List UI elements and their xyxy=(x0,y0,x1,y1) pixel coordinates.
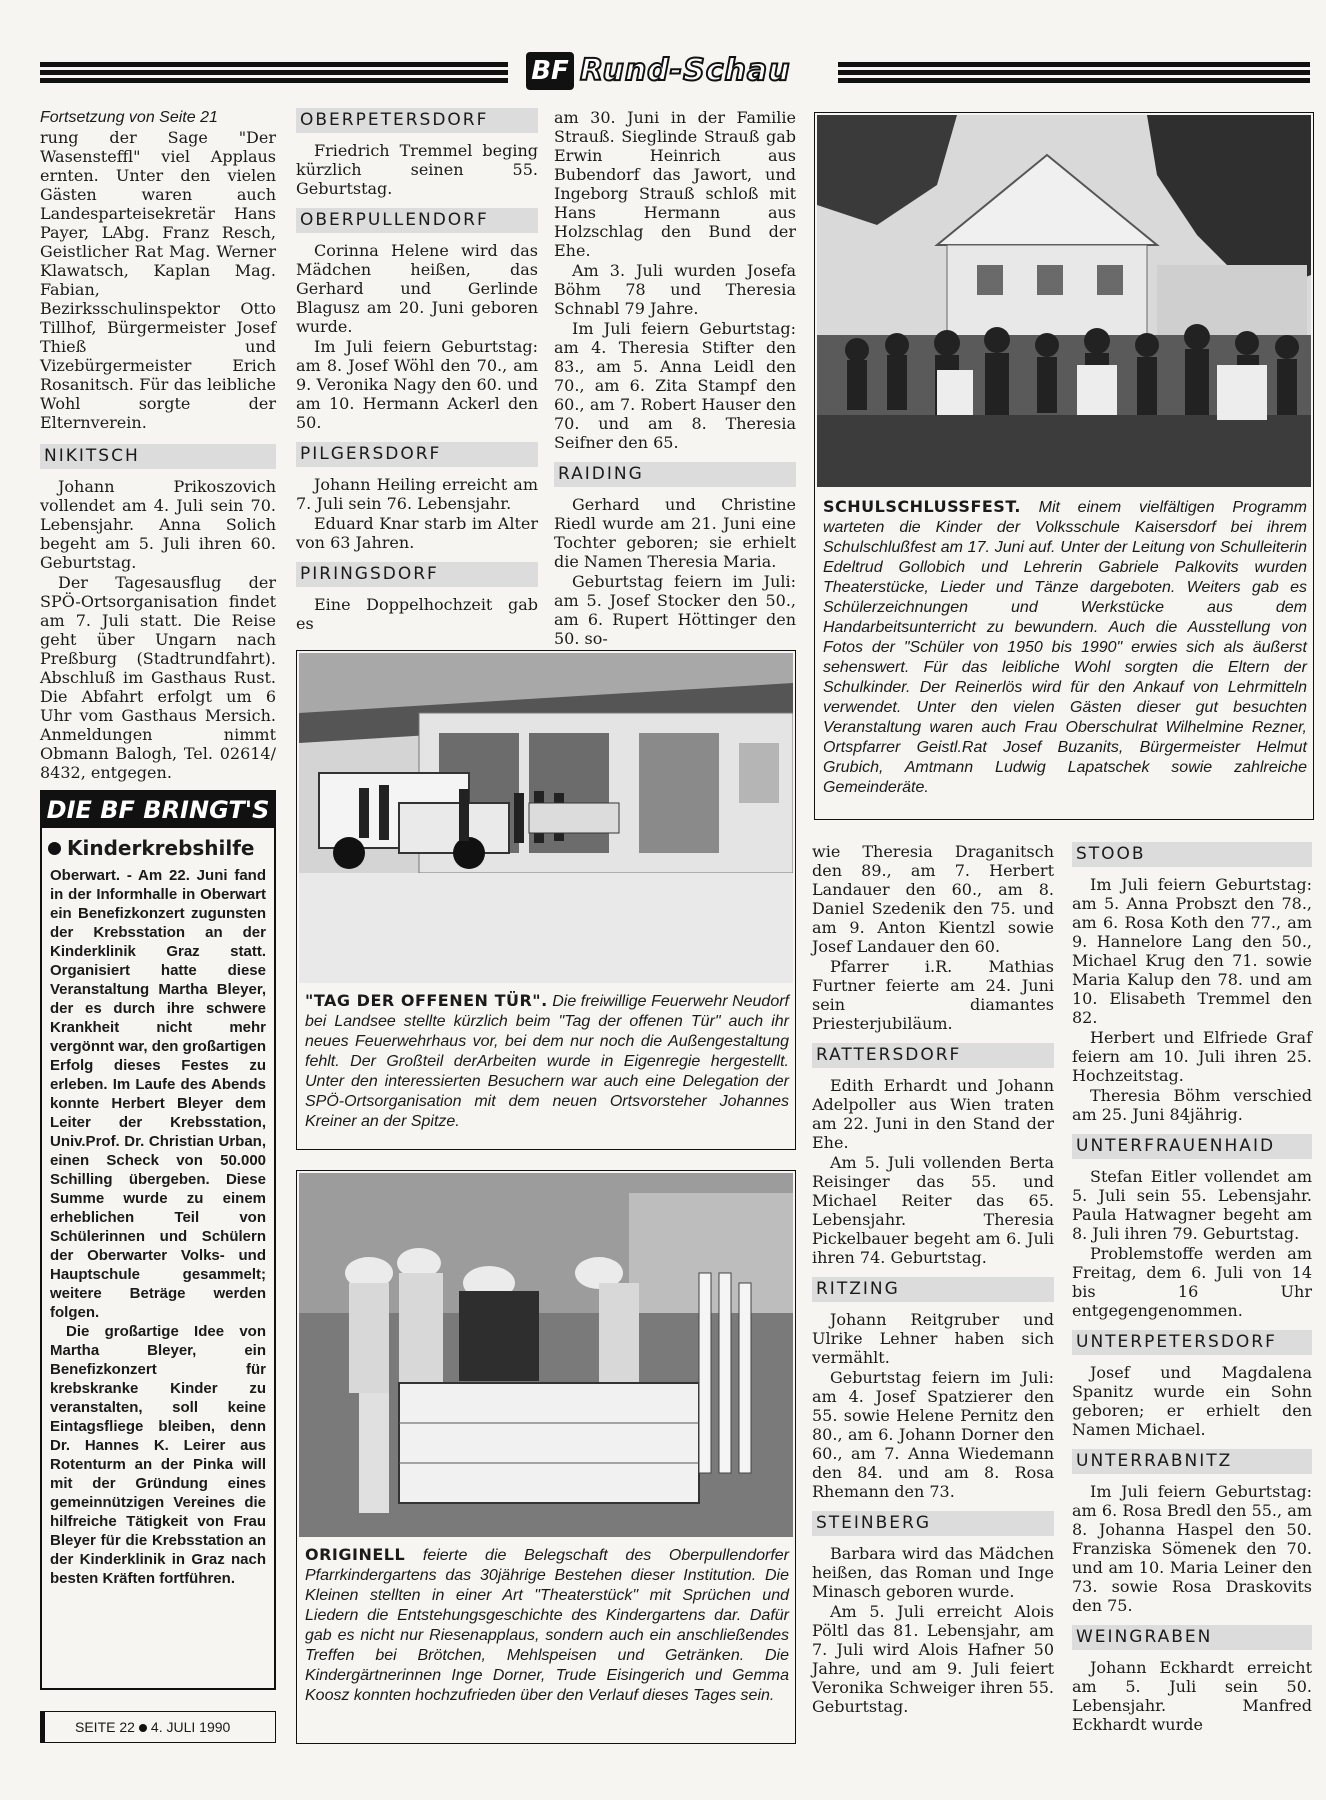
bullet-icon xyxy=(48,842,61,855)
article-text: Geburtstag feiern im Juli: am 4. Josef Spatzierer den 55. sowie Helene Pernitz den 80., am 6. Johann Dorner den 60., am 7. Anna Wiedemann den 84. und am 8. Rosa Rhemann den 73. xyxy=(812,1368,1054,1501)
article-text: Eine Doppelhochzeit gab es xyxy=(296,595,538,633)
section-title: Rund-Schau xyxy=(580,53,791,88)
issue-date: 4. JULI 1990 xyxy=(150,1719,231,1735)
kindergarten-photo xyxy=(299,1173,793,1537)
article-text: Johann Heiling erreicht am 7. Juli sein 76. Lebensjahr. xyxy=(296,475,538,513)
column-1 xyxy=(40,108,276,783)
column-5 xyxy=(1072,842,1312,1735)
column-2 xyxy=(296,108,538,634)
article-text: Im Juli feiern Geburtstag: am 5. Anna Probszt den 78., am 6. Rosa Koth den 77., am 9. Hannelore Lang den 50., Michael Krug den 71. sowie Maria Kalup den 78. und am 10. Elisabeth Tremmel den 82. xyxy=(1072,875,1312,1027)
article-text: Johann Prikoszovich vollendet am 4. Juli sein 70. Lebensjahr. Anna Solich begeht am 5. Juli ihren 60. Geburtstag. xyxy=(40,477,276,572)
masthead-rule-right xyxy=(838,62,1310,84)
article-text: Eduard Knar starb im Alter von 63 Jahren. xyxy=(296,514,538,552)
heading-unterrabnitz: UNTERRABNITZ xyxy=(1072,1449,1312,1474)
caption-lead: SCHULSCHLUSSFEST. xyxy=(823,497,1021,516)
heading-rattersdorf: RATTERSDORF xyxy=(812,1043,1054,1068)
heading-piringsdorf: PIRINGSDORF xyxy=(296,562,538,587)
article-text: Im Juli feiern Geburtstag: am 8. Josef Wöhl den 70., am 9. Veronika Nagy den 60. und am 10. Hermann Ackerl den 50. xyxy=(296,337,538,432)
bf-logo: BF xyxy=(526,52,574,90)
article-text: Pfarrer i.R. Mathias Furtner feierte am 24. Juni sein diamantes Priesterjubiläum. xyxy=(812,957,1054,1033)
heading-steinberg: STEINBERG xyxy=(812,1511,1054,1536)
article-text: Friedrich Tremmel beging kürzlich seinen 55. Geburtstag. xyxy=(296,141,538,198)
article-text: Der Tagesausflug der SPÖ-Ortsorganisation findet am 7. Juli statt. Die Reise geht über Ungarn nach Preßburg (Stadtrundfahrt). Abschluß im Gasthaus Rust. Die Abfahrt erfolgt um 6 Uhr vom Gasthaus Mersich. Anmeldungen nimmt Obmann Balogh, Tel. 02614/ 8432, entgegen. xyxy=(40,573,276,782)
article-text: rung der Sage "Der Wasensteffl" viel Applaus ernten. Unter den vielen Gästen waren auch Landesparteisekretär Hans Payer, LAbg. Franz Resch, Geistlicher Rat Mag. Werner Klawatsch, Kaplan Mag. Fabian, Bezirksschulinspektor Otto Tillhof, Bürgermeister Josef Thieß und Vizebürgermeister Erich Rosanitsch. Für das leibliche Wohl sorgte der Elternverein. xyxy=(40,128,276,432)
heading-oberpetersdorf: OBERPETERSDORF xyxy=(296,108,538,133)
heading-ritzing: RITZING xyxy=(812,1277,1054,1302)
bf-bringts-banner: DIE BF BRINGT'S xyxy=(42,792,274,828)
article-text: Im Juli feiern Geburtstag: am 4. Theresia Stifter den 83., am 5. Anna Leidl den 70., am 6. Zita Stampf den 60., am 7. Robert Hauser den 70. und am 8. Theresia Seifner den 65. xyxy=(554,319,796,452)
heading-weingraben: WEINGRABEN xyxy=(1072,1625,1312,1650)
article-text: Stefan Eitler vollendet am 5. Juli sein 55. Lebensjahr. Paula Hatwagner begeht am 8. Juli ihren 79. Geburtstag. xyxy=(1072,1167,1312,1243)
masthead-rule-left xyxy=(40,62,508,84)
kindergarten-photo-box xyxy=(296,1170,796,1744)
page-footer xyxy=(40,1711,276,1743)
heading-nikitsch: NIKITSCH xyxy=(40,444,276,469)
masthead xyxy=(40,52,1310,102)
article-text: Am 3. Juli wurden Josefa Böhm 78 und Theresia Schnabl 79 Jahre. xyxy=(554,261,796,318)
heading-pilgersdorf: PILGERSDORF xyxy=(296,442,538,467)
article-text: Herbert und Elfriede Graf feiern am 10. Juli ihren 25. Hochzeitstag. xyxy=(1072,1028,1312,1085)
article-text: am 30. Juni in der Familie Strauß. Sieglinde Strauß gab Erwin Heinrich aus Bubendorf das Jawort, und Ingeborg Strauß schloß mit Hans Hermann aus Holzschlag den Bund der Ehe. xyxy=(554,108,796,260)
article-text: Am 5. Juli vollenden Berta Reisinger das 55. und Michael Reiter das 65. Lebensjahr. Theresia Pickelbauer begeht am 6. Juli ihren 74. Geburtstag. xyxy=(812,1153,1054,1267)
bf-bringts-box xyxy=(40,790,276,1690)
heading-raiding: RAIDING xyxy=(554,462,796,487)
school-photo-caption: SCHULSCHLUSSFEST. Mit einem vielfältigen Programm warteten die Kinder der Volksschule Kaisersdorf bei ihrem Schulschlußfest am 17. Juni auf. Unter der Leitung von Schulleiterin Edeltrud Gollobich und Lehrerin Gabriele Palkovits wurden Theaterstücke, Lieder und Tänze dargeboten. Weiters gab es Schülerzeichnungen und Werkstücke aus dem Handarbeitsunterricht zu bewundern. Auch die Ausstellung von Fotos der "Schüler von 1950 bis 1990" erwies sich als äußerst sehenswert. Für das leibliche Wohl sorgten die Eltern der Schulkinder. Der Reinerlös wird für den Ankauf von Lehrmitteln verwendet. Unter den vielen Gästen dieser gut besuchten Veranstaltung waren auch Frau Oberschulrat Wilhelmine Rezner, Ortspfarrer Geistl.Rat Josef Buzanits, Bürgermeister Helmut Grubich, Amtmann Ludwig Lapatschek sowie zahlreiche Gemeinderäte. xyxy=(823,497,1307,796)
heading-unterpetersdorf: UNTERPETERSDORF xyxy=(1072,1330,1312,1355)
article-text: Edith Erhardt und Johann Adelpoller aus Wien traten am 22. Juni in den Stand der Ehe. xyxy=(812,1076,1054,1152)
fire-brigade-photo-image xyxy=(299,653,793,983)
article-text: Barbara wird das Mädchen heißen, das Roman und Inge Minasch geboren wurde. xyxy=(812,1544,1054,1601)
school-photo-box xyxy=(814,112,1314,820)
heading-unterfrauenhaid: UNTERFRAUENHAID xyxy=(1072,1134,1312,1159)
column-4 xyxy=(812,842,1054,1717)
kindergarten-photo-image xyxy=(299,1173,793,1537)
heading-stoob: STOOB xyxy=(1072,842,1312,867)
fire-brigade-photo-box xyxy=(296,650,796,1150)
column-3 xyxy=(554,108,796,649)
article-text: Corinna Helene wird das Mädchen heißen, das Gerhard und Gerlinde Blagusz am 20. Juni geboren wurde. xyxy=(296,241,538,336)
school-photo xyxy=(817,115,1311,487)
fire-brigade-photo xyxy=(299,653,793,983)
school-photo-image xyxy=(817,115,1311,487)
bullet-icon xyxy=(139,1724,147,1732)
article-text: Problemstoffe werden am Freitag, dem 6. Juli von 14 bis 16 Uhr entgegengenommen. xyxy=(1072,1244,1312,1320)
continued-note: Fortsetzung von Seite 21 xyxy=(40,109,218,126)
box-body xyxy=(42,866,274,1588)
article-text: wie Theresia Draganitsch den 89., am 7. Herbert Landauer den 60., am 8. Daniel Szedenik den 75. und am 9. Anton Kientzl sowie Josef Landauer den 60. xyxy=(812,842,1054,956)
box-title: Kinderkrebshilfe xyxy=(48,836,268,860)
article-text: Josef und Magdalena Spanitz wurde ein Sohn geboren; er erhielt den Namen Michael. xyxy=(1072,1363,1312,1439)
article-text: Im Juli feiern Geburtstag: am 6. Rosa Bredl den 55., am 8. Johanna Haspel den 50. Franziska Sömenek den 70. und am 10. Maria Leiner den 73. sowie Rosa Draskovits den 75. xyxy=(1072,1482,1312,1615)
box-text: Oberwart. - Am 22. Juni fand in der Informhalle in Oberwart ein Benefizkonzert zugunsten der Krebsstation an der Kinderklinik Graz statt. Organisiert hatte diese Veranstaltung Martha Bleyer, der es durch ihre schwere Krankheit nicht mehr vergönnt war, den großartigen Erfolg dieses Festes zu erleben. Im Laufe des Abends konnte Herbert Bleyer dem Leiter der Krebsstation, Univ.Prof. Dr. Christian Urban, einen Scheck von 50.000 Schilling übergeben. Diese Summe wurde zu einem erheblichen Teil von Schülerinnen und Schülern der Oberwarter Volks- und Hauptschule gesammelt; weitere Beträge werden folgen. xyxy=(50,867,266,1321)
page-number: SEITE 22 xyxy=(75,1719,135,1735)
caption-lead: "TAG DER OFFENEN TÜR". xyxy=(305,991,548,1010)
caption-lead: ORIGINELL xyxy=(305,1545,406,1564)
article-text: Geburtstag feiern im Juli: am 5. Josef Stocker den 50., am 6. Rupert Höttinger den 50. so- xyxy=(554,572,796,648)
article-text: Johann Eckhardt erreicht am 5. Juli sein 50. Lebensjahr. Manfred Eckhardt wurde xyxy=(1072,1658,1312,1734)
article-text: Theresia Böhm verschied am 25. Juni 84jährig. xyxy=(1072,1086,1312,1124)
kindergarten-caption: ORIGINELL feierte die Belegschaft des Oberpullendorfer Pfarrkindergartens das 30jährige Bestehen dieser Institution. Die Kleinen stellten in einer Art "Theaterstück" mit Sprüchen und Liedern die Entstehungsgeschichte des Kindergartens dar. Dafür gab es nicht nur Riesenapplaus, sondern auch ein anschließendes Treffen bei Brötchen, Mehlspeisen und Getränken. Die Kindergärtnerinnen Inge Dorner, Trude Eisingerich und Gemma Koosz konnten hochzufrieden über den Verlauf dieses Tages sein. xyxy=(305,1545,789,1704)
heading-oberpullendorf: OBERPULLENDORF xyxy=(296,208,538,233)
article-text: Johann Reitgruber und Ulrike Lehner haben sich vermählt. xyxy=(812,1310,1054,1367)
article-text: Gerhard und Christine Riedl wurde am 21. Juni eine Tochter geboren; sie erhielt die Namen Theresia Maria. xyxy=(554,495,796,571)
fire-brigade-caption: "TAG DER OFFENEN TÜR". Die freiwillige Feuerwehr Neudorf bei Landsee stellte kürzlich beim "Tag der offenen Tür" auch ihr neues Feuerwehrhaus vor, bei dem nur noch die Außengestaltung fehlt. Der Großteil derArbeiten wurde in Eigenregie hergestellt. Unter den interessierten Besuchern war auch eine Delegation der SPÖ-Ortsorganisation mit dem neuen Ortsvorsteher Johannes Kreiner an der Spitze. xyxy=(305,991,790,1130)
box-text: Die großartige Idee von Martha Bleyer, ein Benefizkonzert für krebskranke Kinder zu veranstalten, soll keine Eintagsfliege bleiben, denn Dr. Hannes K. Leirer aus Rotenturm an der Pinka will mit der Gründung eines gemeinnützigen Vereines die hilfreiche Tätigkeit von Frau Bleyer für die Krebsstation an der Kinderklinik in Graz nach besten Kräften fortführen. xyxy=(50,1323,266,1587)
article-text: Am 5. Juli erreicht Alois Pöltl das 81. Lebensjahr, am 7. Juli wird Alois Hafner 50 Jahre, und am 9. Juli feiert Veronika Schweiger ihren 55. Geburtstag. xyxy=(812,1602,1054,1716)
